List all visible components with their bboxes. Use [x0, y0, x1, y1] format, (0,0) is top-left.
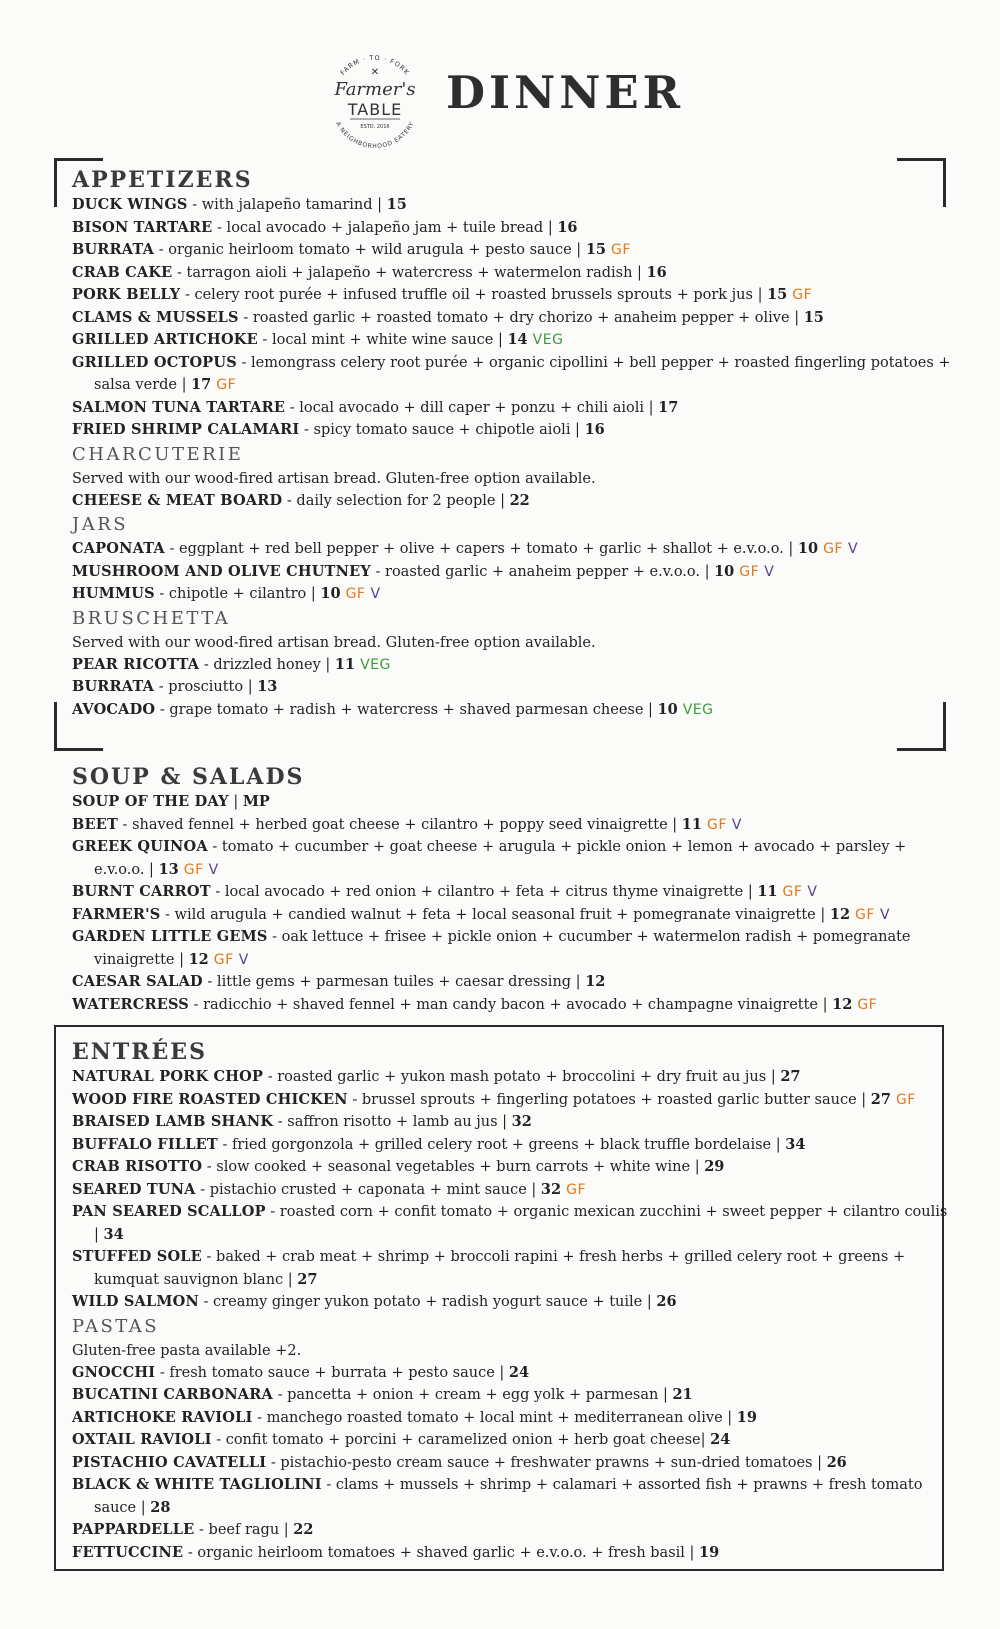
menu-item: [72, 791, 932, 814]
item-description: - manchego roasted tomato + local mint + mediterranean olive |: [252, 1409, 737, 1426]
menu-item: [72, 1089, 932, 1112]
item-price: 21: [672, 1386, 693, 1403]
item-price: 12: [188, 950, 209, 968]
fork-icon: ✕: [370, 67, 380, 78]
item-description: - confit tomato + porcini + caramelized onion + herb goat cheese|: [211, 1432, 711, 1448]
item-name: BURNT CARROT: [72, 883, 211, 900]
item-price: 24: [508, 1363, 530, 1381]
menu-item: [72, 1134, 932, 1157]
item-name: SEARED TUNA: [72, 1180, 196, 1198]
item-name: DUCK WINGS: [72, 196, 188, 213]
item-price: 27: [297, 1270, 318, 1288]
item-price: 10: [320, 585, 341, 602]
bruschetta-list: [72, 654, 954, 722]
farmers-table-logo: [320, 45, 430, 155]
dietary-tag-v: V: [847, 541, 859, 557]
item-price: 27: [870, 1090, 891, 1108]
item-name: CRAB RISOTTO: [72, 1158, 203, 1175]
item-name: CLAMS & MUSSELS: [72, 308, 239, 326]
item-name: PISTACHIO CAVATELLI: [72, 1453, 267, 1471]
jars-list: [72, 538, 954, 606]
appetizers-list: [72, 194, 954, 442]
item-description: - brussel sprouts + fingerling potatoes + roasted garlic butter sauce |: [347, 1091, 871, 1108]
item-description: - beef ragu |: [194, 1522, 294, 1538]
menu-item: [72, 583, 932, 606]
menu-item: [72, 1407, 932, 1430]
menu-item: [72, 1201, 954, 1246]
item-price: 13: [158, 860, 179, 878]
item-description: - local avocado + red onion + cilantro + feta + citrus thyme vinaigrette |: [210, 884, 758, 900]
menu-item: [72, 926, 954, 971]
menu-item: [72, 676, 932, 699]
menu-item: [72, 1066, 932, 1089]
item-price: 12: [832, 995, 853, 1013]
item-description: - roasted corn + confit tomato + organic mexican zucchini + sweet pepper + cilantro coulis |: [94, 1204, 948, 1243]
item-description: - prosciutto |: [154, 679, 258, 695]
menu-item: [72, 654, 932, 677]
item-name: GRILLED ARTICHOKE: [72, 331, 258, 348]
item-name: CHEESE & MEAT BOARD: [72, 491, 283, 509]
item-price: 10: [797, 540, 819, 557]
item-price: 34: [785, 1135, 806, 1153]
item-price: 15: [585, 241, 606, 258]
pastas-note: Gluten-free pasta available +2.: [72, 1342, 302, 1359]
charcuterie-list: [72, 490, 954, 513]
dietary-tag-v: V: [370, 586, 381, 602]
menu-item: [72, 1519, 932, 1542]
item-name: AVOCADO: [72, 700, 156, 718]
item-price: 27: [780, 1068, 801, 1085]
item-name: BUCATINI CARBONARA: [72, 1386, 273, 1403]
item-price: 24: [710, 1431, 731, 1448]
item-description: - local avocado + jalapeño jam + tuile bread |: [212, 219, 558, 236]
item-price: 16: [557, 218, 578, 236]
item-name: SOUP OF THE DAY: [72, 793, 229, 810]
item-price: 19: [736, 1408, 757, 1426]
section-title-jars: JARS: [72, 514, 129, 535]
menu-item: [72, 1291, 932, 1314]
item-name: SALMON TUNA TARTARE: [72, 398, 286, 416]
dietary-tag-veg: VEG: [532, 332, 564, 348]
entrees-section: [72, 1038, 954, 1564]
item-price: 11: [757, 883, 778, 900]
item-description: - lemongrass celery root purée + organic cipollini + bell pepper + roasted fingerling potatoes + salsa verde |: [94, 354, 951, 393]
item-description: - radicchio + shaved fennel + man candy bacon + avocado + champagne vinaigrette |: [188, 996, 833, 1013]
soups-list: [72, 791, 954, 1016]
item-price: 11: [334, 655, 356, 673]
menu-item: [72, 1429, 932, 1452]
menu-item: [72, 836, 954, 881]
item-price: 26: [826, 1453, 847, 1471]
logo-bottom-text: A NEIGHBORHOOD EATERY: [334, 120, 416, 150]
item-description: - tomato + cucumber + goat cheese + arugula + pickle onion + lemon + avocado + parsley + e.v.o.o. |: [94, 839, 907, 878]
dietary-tag-gf: GF: [566, 1181, 587, 1198]
item-name: BURRATA: [72, 678, 155, 695]
dietary-tag-gf: GF: [739, 563, 760, 580]
item-description: - saffron risotto + lamb au jus |: [273, 1114, 512, 1130]
menu-item: [72, 397, 932, 420]
item-description: - little gems + parmesan tuiles + caesar dressing |: [202, 974, 586, 990]
item-price: 26: [656, 1293, 677, 1310]
menu-item: [72, 1384, 932, 1407]
item-name: HUMMUS: [72, 585, 155, 602]
soup-salads-section: [72, 763, 954, 1016]
item-name: GREEK QUINOA: [72, 838, 208, 855]
item-price: 28: [150, 1498, 171, 1516]
item-name: BRAISED LAMB SHANK: [72, 1113, 274, 1130]
item-description: - roasted garlic + anaheim pepper + e.v.o.o. |: [370, 563, 715, 580]
item-description: - organic heirloom tomato + wild arugula + pesto sauce |: [154, 242, 586, 258]
dietary-tag-gf: GF: [611, 242, 631, 258]
dietary-tag-v: V: [807, 884, 818, 900]
item-price: 16: [646, 263, 667, 281]
item-name: BLACK & WHITE TAGLIOLINI: [72, 1476, 322, 1493]
item-price: 15: [386, 196, 407, 213]
item-description: - daily selection for 2 people |: [282, 492, 510, 509]
item-description: - roasted garlic + roasted tomato + dry chorizo + anaheim pepper + olive |: [238, 309, 804, 326]
item-price: 10: [657, 700, 678, 718]
item-price: 22: [509, 491, 530, 509]
item-price: 32: [540, 1180, 562, 1198]
menu-item: [72, 1179, 932, 1202]
item-price: 17: [191, 376, 212, 393]
item-name: WATERCRESS: [72, 995, 189, 1013]
item-description: - tarragon aioli + jalapeño + watercress + watermelon radish |: [172, 264, 647, 281]
item-description: - celery root purée + infused truffle oil + roasted brussels sprouts + pork jus |: [180, 287, 768, 303]
dietary-tag-v: V: [238, 951, 249, 968]
item-price: 29: [704, 1158, 725, 1175]
dietary-tag-gf: GF: [782, 884, 803, 900]
dietary-tag-gf: GF: [895, 1091, 916, 1108]
item-price: 10: [714, 562, 735, 580]
item-price: 19: [699, 1543, 720, 1561]
item-description: - eggplant + red bell pepper + olive + capers + tomato + garlic + shallot + e.v.o.o. |: [164, 541, 798, 557]
menu-item: [72, 1452, 932, 1475]
menu-item: [72, 1111, 932, 1134]
menu-item: [72, 814, 932, 837]
dietary-tag-gf: GF: [213, 951, 234, 968]
menu-item: [72, 904, 932, 927]
item-price: 11: [681, 815, 702, 833]
dietary-tag-v: V: [879, 906, 891, 923]
logo-name-2: TABLE: [347, 100, 403, 119]
menu-item: [72, 1246, 954, 1291]
dietary-tag-gf: GF: [345, 586, 366, 602]
menu-item: [72, 1542, 932, 1565]
menu-item: [72, 284, 932, 307]
item-name: CAESAR SALAD: [72, 973, 203, 990]
item-name: ARTICHOKE RAVIOLI: [72, 1408, 253, 1426]
dietary-tag-veg: VEG: [360, 656, 391, 673]
item-description: - pistachio-pesto cream sauce + freshwater prawns + sun-dried tomatoes |: [266, 1454, 827, 1471]
dietary-tag-v: V: [208, 861, 219, 878]
item-name: FRIED SHRIMP CALAMARI: [72, 421, 300, 438]
menu-item: [72, 881, 932, 904]
menu-item: [72, 217, 932, 240]
item-price: 32: [511, 1113, 532, 1130]
item-description: - chipotle + cilantro |: [154, 586, 321, 602]
section-title-appetizers: APPETIZERS: [72, 167, 253, 193]
item-name: BISON TARTARE: [72, 218, 213, 236]
item-name: BUFFALO FILLET: [72, 1135, 218, 1153]
appetizers-section: [72, 166, 954, 721]
item-price: 16: [584, 421, 605, 438]
item-description: - pancetta + onion + cream + egg yolk + parmesan |: [272, 1387, 673, 1403]
section-title-soup-salads: SOUP & SALADS: [72, 764, 305, 790]
item-name: WOOD FIRE ROASTED CHICKEN: [72, 1090, 348, 1108]
menu-item: [72, 419, 932, 442]
dietary-tag-gf: GF: [857, 996, 878, 1013]
item-description: - fried gorgonzola + grilled celery root + greens + black truffle bordelaise |: [217, 1136, 786, 1153]
item-name: GRILLED OCTOPUS: [72, 353, 237, 371]
dietary-tag-gf: GF: [183, 861, 204, 878]
item-price: 12: [829, 905, 851, 923]
charcuterie-note: Served with our wood-fired artisan bread. Gluten-free option available.: [72, 470, 596, 487]
dietary-tag-gf: GF: [792, 287, 813, 303]
menu-item: [72, 561, 932, 584]
dietary-tag-gf: GF: [855, 906, 875, 923]
item-description: - drizzled honey |: [199, 656, 335, 673]
item-description: - wild arugula + candied walnut + feta + local seasonal fruit + pomegranate vinaigrette |: [160, 906, 830, 923]
menu-item: [72, 194, 932, 217]
item-name: OXTAIL RAVIOLI: [72, 1431, 212, 1448]
item-price: 12: [585, 973, 606, 990]
item-description: - clams + mussels + shrimp + calamari + assorted fish + prawns + fresh tomato sauce |: [94, 1477, 923, 1516]
item-description: - grape tomato + radish + watercress + shaved parmesan cheese |: [155, 701, 658, 718]
dietary-tag-gf: GF: [823, 541, 843, 557]
item-name: CRAB CAKE: [72, 263, 173, 281]
menu-item: [72, 1474, 954, 1519]
item-name: FETTUCCINE: [72, 1543, 184, 1561]
dietary-tag-v: V: [764, 563, 775, 580]
item-price: 13: [257, 678, 278, 695]
dietary-tag-gf: GF: [216, 377, 237, 393]
item-price: 15: [767, 286, 788, 303]
item-description: - local mint + white wine sauce |: [257, 332, 508, 348]
item-name: PEAR RICOTTA: [72, 655, 200, 673]
item-description: - roasted garlic + yukon mash potato + broccolini + dry fruit au jus |: [263, 1069, 781, 1085]
item-description: - fresh tomato sauce + burrata + pesto sauce |: [155, 1364, 509, 1381]
section-title-entrees: ENTRÉES: [72, 1039, 207, 1065]
entrees-list: [72, 1066, 954, 1314]
item-name: WILD SALMON: [72, 1293, 199, 1310]
item-description: - slow cooked + seasonal vegetables + burn carrots + white wine |: [202, 1159, 705, 1175]
item-name: MUSHROOM AND OLIVE CHUTNEY: [72, 562, 371, 580]
item-description: - with jalapeño tamarind |: [187, 197, 387, 213]
item-price: MP: [242, 793, 270, 810]
item-description: - spicy tomato sauce + chipotle aioli |: [299, 422, 585, 438]
dietary-tag-veg: VEG: [682, 701, 714, 718]
item-price: 22: [293, 1521, 314, 1538]
item-name: BEET: [72, 815, 118, 833]
logo-name-1: Farmer's: [334, 79, 416, 100]
item-name: STUFFED SOLE: [72, 1248, 202, 1265]
item-name: PAN SEARED SCALLOP: [72, 1203, 266, 1220]
item-description: - shaved fennel + herbed goat cheese + cilantro + poppy seed vinaigrette |: [117, 816, 682, 833]
item-name: PORK BELLY: [72, 286, 181, 303]
section-title-bruschetta: BRUSCHETTA: [72, 607, 231, 629]
logo-estd: ESTD. 2016: [360, 124, 390, 130]
item-description: - pistachio crusted + caponata + mint sauce |: [195, 1181, 541, 1198]
menu-item: [72, 352, 954, 397]
item-name: FARMER'S: [72, 905, 161, 923]
bruschetta-note: Served with our wood-fired artisan bread. Gluten-free option available.: [72, 634, 596, 651]
menu-item: [72, 329, 932, 352]
menu-item: [72, 239, 932, 262]
item-description: - organic heirloom tomatoes + shaved garlic + e.v.o.o. + fresh basil |: [183, 1544, 700, 1561]
item-name: PAPPARDELLE: [72, 1521, 195, 1538]
item-name: GARDEN LITTLE GEMS: [72, 928, 268, 945]
menu-item: [72, 262, 932, 285]
dietary-tag-v: V: [731, 816, 742, 833]
item-name: CAPONATA: [72, 540, 165, 557]
page-title: DINNER: [446, 66, 685, 119]
item-name: BURRATA: [72, 241, 155, 258]
item-name: GNOCCHI: [72, 1363, 156, 1381]
item-name: NATURAL PORK CHOP: [72, 1068, 264, 1085]
menu-item: [72, 971, 932, 994]
logo-top-text: FARM · TO · FORK: [338, 53, 412, 77]
item-price: 15: [803, 308, 824, 326]
item-price: 14: [507, 331, 528, 348]
menu-item: [72, 994, 932, 1017]
menu-item: [72, 538, 932, 561]
section-title-pastas: PASTAS: [72, 1315, 160, 1337]
menu-item: [72, 490, 932, 513]
item-description: - creamy ginger yukon potato + radish yogurt sauce + tuile |: [198, 1294, 657, 1310]
dietary-tag-gf: GF: [706, 816, 727, 833]
pastas-list: [72, 1362, 954, 1565]
item-description: - baked + crab meat + shrimp + broccoli rapini + fresh herbs + grilled celery root + greens + kumquat sauvignon blanc |: [94, 1249, 906, 1288]
menu-item: [72, 307, 932, 330]
item-description: - local avocado + dill caper + ponzu + chili aioli |: [285, 399, 659, 416]
item-description: - oak lettuce + frisee + pickle onion + cucumber + watermelon radish + pomegranate vinaigrette |: [94, 929, 911, 968]
item-price: 17: [658, 398, 679, 416]
item-price: 34: [103, 1225, 124, 1243]
menu-item: [72, 1362, 932, 1385]
item-description: |: [228, 794, 243, 810]
menu-item: [72, 699, 932, 722]
menu-item: [72, 1156, 932, 1179]
section-title-charcuterie: CHARCUTERIE: [72, 443, 244, 465]
